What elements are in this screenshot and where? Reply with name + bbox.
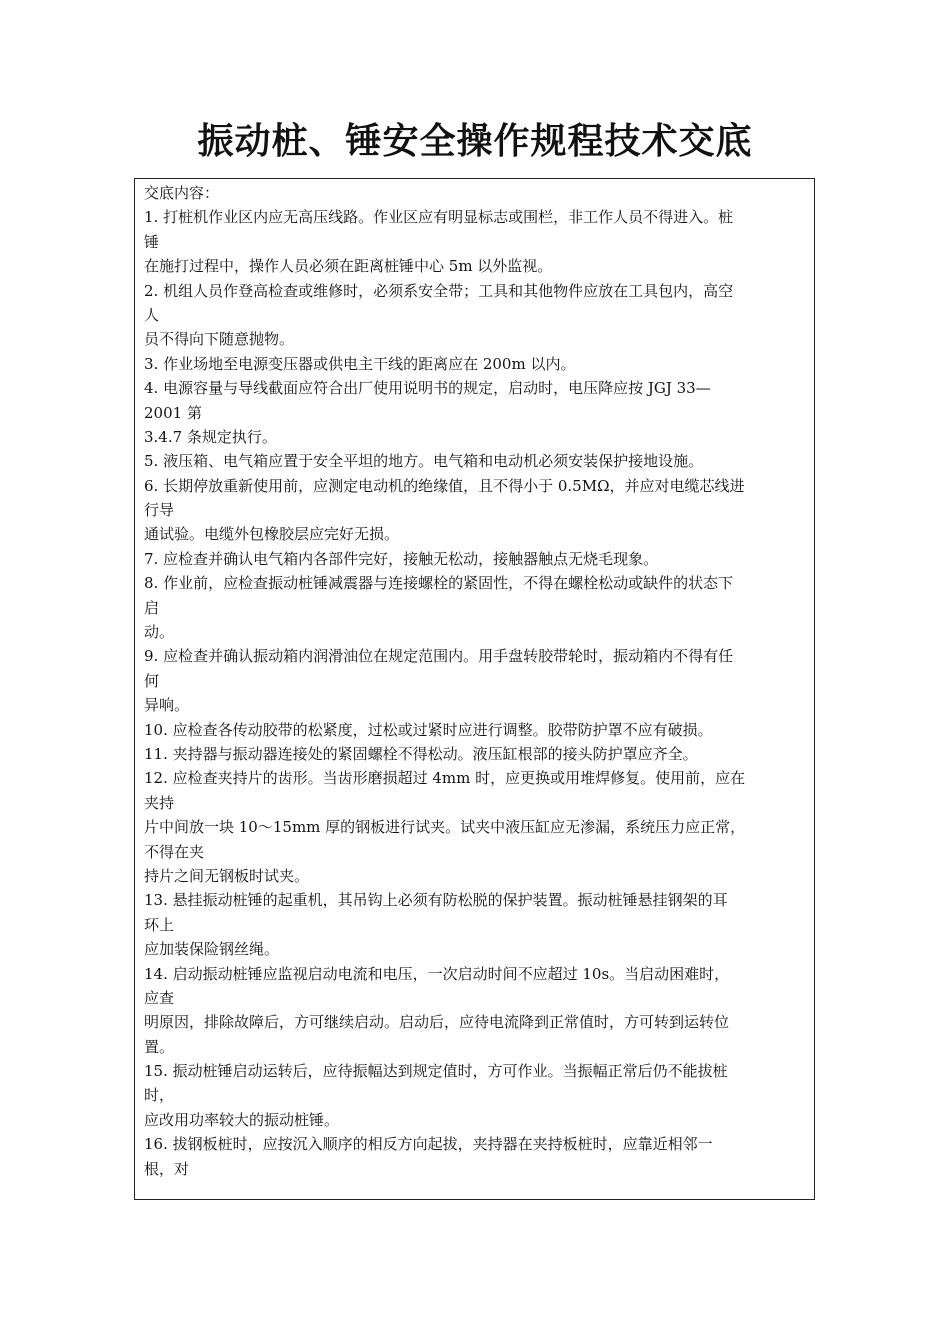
content-line: 动。 (144, 623, 175, 642)
content-line: 员不得向下随意抛物。 (144, 330, 295, 349)
content-line: 人 (144, 305, 160, 324)
content-line: 根，对 (144, 1159, 190, 1178)
content-line: 应加装保险钢丝绳。 (144, 940, 280, 959)
content-line: 3.4.7 条规定执行。 (144, 427, 277, 446)
content-line: 何 (144, 671, 160, 690)
content-line: 3. 作业场地至电源变压器或供电主干线的距离应在 200m 以内。 (144, 354, 576, 373)
content-line: 5. 液压箱、电气箱应置于安全平坦的地方。电气箱和电动机必须安装保护接地设施。 (144, 452, 704, 471)
content-line: 环上 (144, 915, 175, 934)
content-line: 9. 应检查并确认振动箱内润滑油位在规定范围内。用手盘转胶带轮时，振动箱内不得有任 (144, 647, 734, 666)
content-heading: 交底内容： (144, 184, 220, 202)
content-line: 4. 电源容量与导线截面应符合出厂使用说明书的规定，启动时，电压降应按 JGJ 33— (144, 379, 711, 398)
content-line: 15. 振动桩锤启动运转后，应待振幅达到规定值时，方可作业。当振幅正常后仍不能拔桩 (144, 1062, 728, 1081)
content-line: 应查 (144, 988, 175, 1007)
content-line: 明原因，排除故障后，方可继续启动。启动后，应待电流降到正常值时，方可转到运转位 (144, 1013, 730, 1032)
content-line: 12. 应检查夹持片的齿形。当齿形磨损超过 4mm 时，应更换或用堆焊修复。使用前，应在 (144, 769, 746, 788)
content-line: 不得在夹 (144, 842, 205, 861)
content-line: 夹持 (144, 793, 175, 812)
content-line: 异响。 (144, 696, 190, 715)
content-line: 13. 悬挂振动桩锤的起重机，其吊钩上必须有防松脱的保护装置。振动桩锤悬挂钢架的耳 (144, 891, 728, 910)
content-line: 10. 应检查各传动胶带的松紧度，过松或过紧时应进行调整。胶带防护罩不应有破损。 (144, 720, 713, 739)
content-line: 7. 应检查并确认电气箱内各部件完好，接触无松动，接触器触点无烧毛现象。 (144, 549, 659, 568)
content-line: 1. 打桩机作业区内应无高压线路。作业区应有明显标志或围栏，非工作人员不得进入。桩 (144, 208, 734, 227)
content-line: 锤 (144, 232, 160, 251)
content-line: 启 (144, 598, 160, 617)
content-line: 在施打过程中，操作人员必须在距离桩锤中心 5m 以外监视。 (144, 257, 553, 276)
disclosure-content-box (134, 178, 815, 1200)
content-line: 2001 第 (144, 403, 202, 422)
content-line: 行导 (144, 501, 175, 520)
content-line: 片中间放一块 10～15mm 厚的钢板进行试夹。试夹中液压缸应无渗漏，系统压力应正常， (144, 818, 746, 837)
content-line: 通试验。电缆外包橡胶层应完好无损。 (144, 525, 400, 544)
content-line: 持片之间无钢板时试夹。 (144, 866, 310, 885)
content-line: 11. 夹持器与振动器连接处的紧固螺栓不得松动。液压缸根部的接头防护罩应齐全。 (144, 744, 698, 763)
content-line: 时， (144, 1086, 175, 1105)
content-line: 16. 拔钢板桩时，应按沉入顺序的相反方向起拔，夹持器在夹持板桩时，应靠近相邻一 (144, 1135, 713, 1154)
content-line: 2. 机组人员作登高检查或维修时，必须系安全带；工具和其他物件应放在工具包内，高空 (144, 281, 734, 300)
content-line: 14. 启动振动桩锤应监视启动电流和电压，一次启动时间不应超过 10s。当启动困难时， (144, 964, 730, 983)
document-title: 振动桩、锤安全操作规程技术交底 (197, 121, 753, 162)
content-line: 应改用功率较大的振动桩锤。 (144, 1110, 340, 1129)
content-line: 置。 (144, 1037, 175, 1056)
content-line: 6. 长期停放重新使用前，应测定电动机的绝缘值，且不得小于 0.5MΩ，并应对电缆芯线进 (144, 476, 745, 495)
content-line: 8. 作业前，应检查振动桩锤减震器与连接螺栓的紧固性，不得在螺栓松动或缺件的状态下 (144, 574, 734, 593)
